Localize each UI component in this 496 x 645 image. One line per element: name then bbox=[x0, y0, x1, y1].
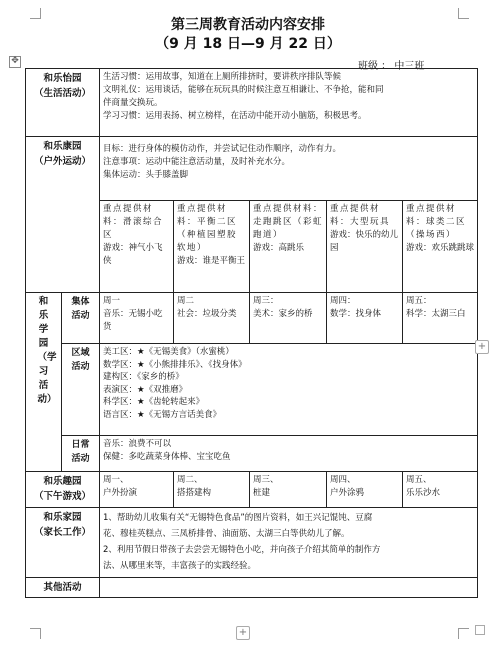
collective-day-2: 周二 社会：垃圾分类 bbox=[174, 293, 250, 344]
health-daily-text: 保健：多吃蔬菜身体棒、宝宝吃鱼 bbox=[103, 452, 231, 462]
life-activity-content bbox=[100, 69, 478, 137]
afternoon-day-4: 周四、 户外涂鸦 bbox=[327, 472, 403, 508]
collective-day-4: 周四： 数学：找身体 bbox=[327, 293, 403, 344]
afternoon-day-3: 周三、 桩建 bbox=[250, 472, 327, 508]
life-habit-text: 生活习惯：运用故事，知道在上厕所排挤时，要讲秩序排队等候 bbox=[103, 72, 342, 82]
afternoon-game-label: 和乐趣园 （下午游戏） bbox=[26, 472, 100, 508]
daily-activity-row bbox=[26, 436, 478, 472]
outdoor-goal-content bbox=[100, 137, 478, 201]
outdoor-area-3: 重点提供材料：走跑跳区（彩虹跑道） 游戏：高跳乐 bbox=[250, 201, 327, 293]
outdoor-area-5: 重点提供材料：球类二区（操场西） 游戏：欢乐跳跳球 bbox=[403, 201, 478, 293]
collective-activity-label: 集体活动 bbox=[62, 293, 100, 344]
outdoor-area-1: 重点提供材料：滑滚综合区 游戏：神气小飞侠 bbox=[100, 201, 174, 293]
page-corner-bottom-left bbox=[30, 628, 41, 639]
afternoon-day-2: 周二、 搭搭建构 bbox=[174, 472, 250, 508]
collective-day-5: 周五： 科学：太湖三白 bbox=[403, 293, 478, 344]
area-activity-content bbox=[100, 344, 478, 436]
music-daily-text: 音乐：浪费不可以 bbox=[103, 439, 172, 449]
area-activity-row bbox=[26, 344, 478, 436]
collective-day-3: 周三： 美术：家乡的桥 bbox=[250, 293, 327, 344]
afternoon-game-row bbox=[26, 472, 478, 508]
parent-work-row bbox=[26, 508, 478, 578]
performance-area-text: 表演区：★《双推磨》 bbox=[103, 384, 188, 395]
page-corner-bottom-right bbox=[458, 628, 469, 639]
resize-handle-icon[interactable] bbox=[475, 625, 485, 635]
parent-work-content: 1、帮助幼儿收集有关“无锡特色食品”的图片资料，如王兴记馄饨、豆腐 花、穆桂英糕点、三凤桥排骨、油面筋、太湖三白等供幼儿了解。 2、利用节假日带孩子去尝尝无锡特色小吃，并向孩子介绍其简单的制作方 法、从哪里来等，丰富孩子的实践经验。 bbox=[100, 508, 478, 578]
afternoon-day-5: 周五、 乐乐沙水 bbox=[403, 472, 478, 508]
collective-activity-row bbox=[26, 293, 478, 344]
life-activity-label: 和乐怡园 （生活活动） bbox=[26, 69, 100, 137]
math-area-text: 数学区：★《小熊排排乐》、《找身体》 bbox=[103, 359, 247, 370]
plus-icon[interactable]: + bbox=[475, 340, 489, 354]
afternoon-day-1: 周一、 户外扮演 bbox=[100, 472, 174, 508]
collective-day-1: 周一 音乐：无锡小吃货 bbox=[100, 293, 174, 344]
daily-activity-content bbox=[100, 436, 478, 472]
other-activity-row bbox=[26, 578, 478, 598]
art-area-text: 美工区：★《无锡美食》（水蜜桃） bbox=[103, 347, 234, 357]
daily-activity-label: 日常活动 bbox=[62, 436, 100, 472]
group-exercise-text: 集体运动：头手膝盖脚 bbox=[103, 170, 189, 180]
learning-activity-label: 和乐学园（学习活动） bbox=[26, 293, 62, 472]
language-area-text: 语言区：★《无锡方言话美食》 bbox=[103, 409, 222, 420]
outdoor-goal-text: 目标：进行身体的模仿动作，并尝试记住动作顺序，动作有力。 bbox=[103, 144, 342, 154]
etiquette-text: 文明礼仪：运用谈话，能够在玩玩具的时候注意互相谦让、不争抢，能和同 bbox=[103, 85, 384, 95]
outdoor-activity-label: 和乐康园 （户外运动） bbox=[26, 137, 100, 293]
science-area-text: 科学区：★《齿轮转起来》 bbox=[103, 397, 205, 407]
construction-area-text: 建构区：《家乡的桥》 bbox=[103, 372, 184, 382]
area-activity-label: 区域活动 bbox=[62, 344, 100, 436]
page-subtitle-date-range: （9 月 18 日—9 月 22 日） bbox=[155, 36, 341, 52]
parent-work-label: 和乐家园 （家长工作） bbox=[26, 508, 100, 578]
plus-icon[interactable]: + bbox=[236, 626, 250, 640]
etiquette-text-cont: 伴商量交换玩。 bbox=[103, 98, 163, 108]
schedule-table bbox=[25, 68, 478, 598]
other-activity-label: 其他活动 bbox=[26, 578, 100, 598]
move-icon[interactable]: ✥ bbox=[9, 56, 21, 68]
outdoor-area-2: 重点提供材料：平衡二区（种植园塑胶软地） 游戏：谁是平衡王 bbox=[174, 201, 250, 293]
study-habit-text: 学习习惯：运用表扬、树立榜样，在活动中能开动小脑筋，积极思考。 bbox=[103, 111, 367, 121]
other-activity-content[interactable] bbox=[100, 578, 478, 598]
outdoor-area-4: 重点提供材料：大型玩具 游戏：快乐的幼儿园 bbox=[327, 201, 403, 293]
outdoor-goal-row bbox=[26, 137, 478, 201]
class-info: 班级 ： 中三班 bbox=[358, 61, 425, 72]
page-title: 第三周教育活动内容安排 bbox=[171, 17, 325, 33]
outdoor-notice-text: 注意事项：运动中能注意活动量，及时补充水分。 bbox=[103, 157, 291, 167]
life-activity-row bbox=[26, 69, 478, 137]
